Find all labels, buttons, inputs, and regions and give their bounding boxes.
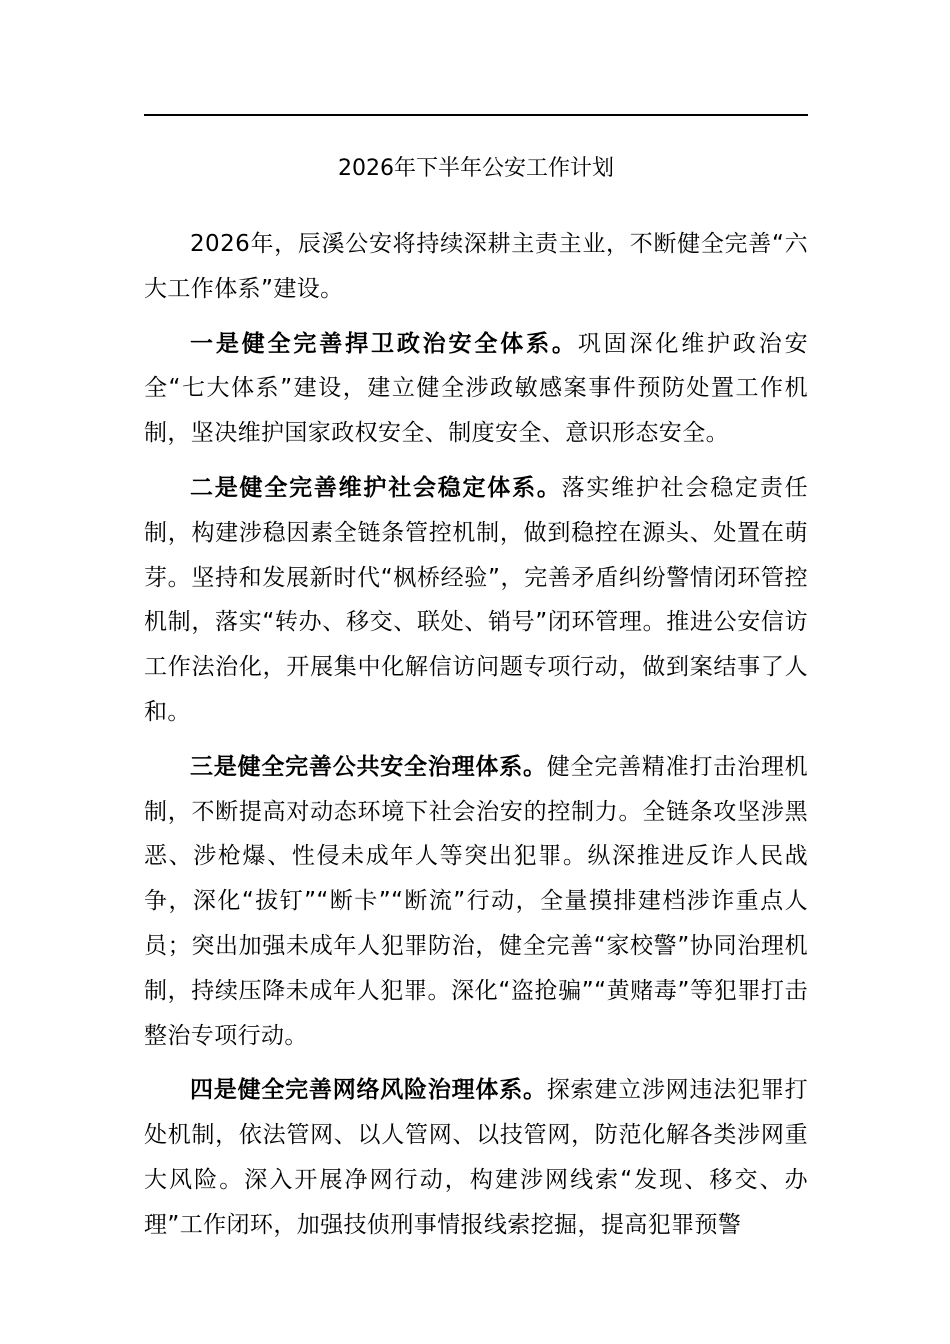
paragraph-text: 探索建立涉网违法犯罪打处机制，依法管网、以人管网、以技管网，防范化解各类涉网重大风险。深入开展净网行动，构建涉网线索“发现、移交、办理”工作闭环，加强技侦刑事情报线索挖掘，提高犯罪预警 [144, 1077, 809, 1238]
header-rule [144, 114, 808, 116]
paragraph-text: 2026年，辰溪公安将持续深耕主责主业，不断健全完善“六大工作体系”建设。 [144, 231, 808, 302]
paragraph-social-stability [144, 466, 808, 735]
document-body [144, 222, 808, 1258]
paragraph-lead: 四是健全完善网络风险治理体系。 [190, 1077, 547, 1104]
paragraph-lead: 二是健全完善维护社会稳定体系。 [190, 474, 562, 501]
paragraph-lead: 三是健全完善公共安全治理体系。 [190, 753, 547, 780]
paragraph-intro [144, 222, 808, 312]
paragraph-network-risk [144, 1068, 808, 1247]
paragraph-political-security [144, 322, 808, 456]
paragraph-text: 落实维护社会稳定责任制，构建涉稳因素全链条管控机制，做到稳控在源头、处置在萌芽。坚持和发展新时代“枫桥经验”，完善矛盾纠纷警情闭环管控机制，落实“转办、移交、联处、销号”闭环管理。推进公安信访工作法治化，开展集中化解信访问题专项行动，做到案结事了人和。 [144, 474, 808, 725]
paragraph-lead: 一是健全完善捍卫政治安全体系。 [190, 330, 578, 357]
document-title: 2026年下半年公安工作计划 [338, 156, 614, 181]
paragraph-public-safety [144, 745, 808, 1059]
paragraph-text: 巩固深化维护政治安全“七大体系”建设，建立健全涉政敏感案事件预防处置工作机制，坚决维护国家政权安全、制度安全、意识形态安全。 [144, 330, 808, 447]
paragraph-text: 健全完善精准打击治理机制，不断提高对动态环境下社会治安的控制力。全链条攻坚涉黑恶、涉枪爆、性侵未成年人等突出犯罪。纵深推进反诈人民战争，深化“拔钉”“断卡”“断流”行动，全量摸排建档涉诈重点人员；突出加强未成年人犯罪防治，健全完善“家校警”协同治理机制，持续压降未成年人犯罪。深化“盗抢骗”“黄赌毒”等犯罪打击整治专项行动。 [144, 753, 809, 1049]
